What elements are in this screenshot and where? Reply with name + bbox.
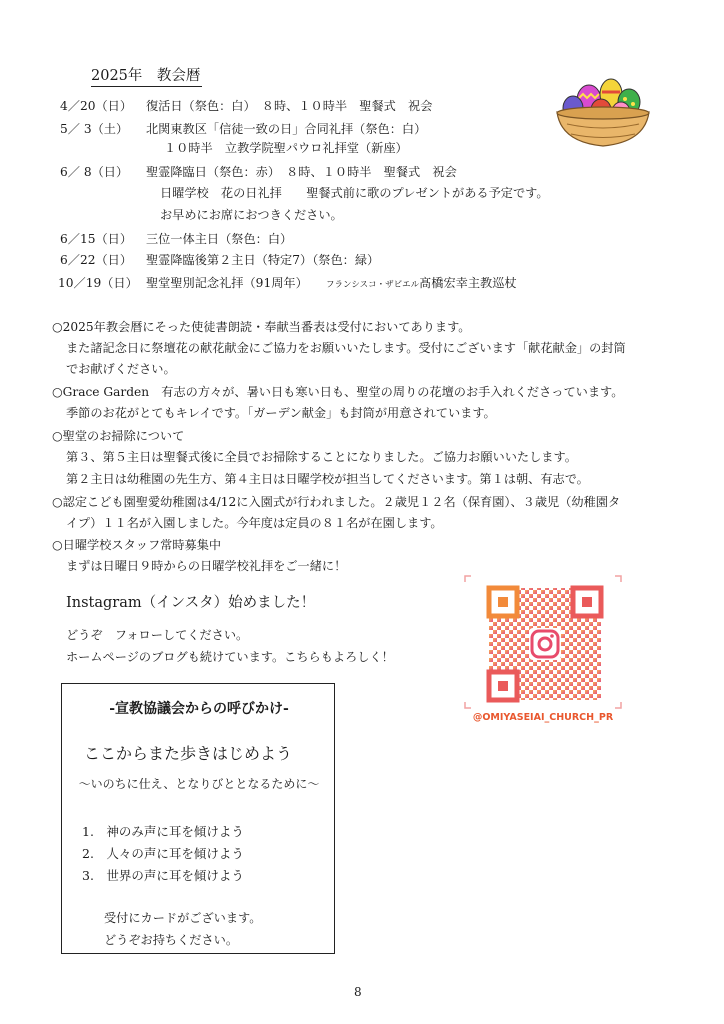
note-line: 第３、第５主日は聖餐式後に全員でお掃除することになりました。ご協力お願いいたします。 bbox=[66, 450, 577, 464]
note-line: ○Grace Garden 有志の方々が、暑い日も寒い日も、聖堂の周りの花壇のお手入れくださっています。 bbox=[52, 385, 624, 399]
calendar-event: 北関東教区「信徒一致の日」合同礼拝（祭色：白） bbox=[146, 122, 427, 136]
calendar-event: 聖霊降臨日（祭色：赤） ８時、１０時半 聖餐式 祝会 bbox=[146, 165, 457, 179]
instagram-line: ホームページのブログも続けています。こちらもよろしく！ bbox=[66, 650, 394, 664]
note-line: ○日曜学校スタッフ常時募集中 bbox=[52, 538, 222, 552]
calendar-event: 髙橋宏幸主教巡杖 bbox=[419, 276, 517, 290]
calendar-date: 6／15（日） bbox=[60, 232, 133, 246]
box-footer-line: どうぞお持ちください。 bbox=[104, 933, 239, 947]
calendar-event-small: フランシスコ・ザビエル bbox=[326, 280, 420, 290]
calendar-continuation: １０時半 立教学院聖パウロ礼拝堂（新座） bbox=[164, 141, 408, 155]
box-list-item: 2. 人々の声に耳を傾けよう bbox=[82, 846, 244, 861]
note-line: イプ）１１名が入園しました。今年度は定員の８１名が在園します。 bbox=[66, 516, 443, 530]
note-line: でお献げください。 bbox=[66, 362, 176, 376]
instagram-qr-code[interactable] bbox=[461, 574, 625, 738]
calendar-date: 6／ 8（日） bbox=[60, 165, 129, 179]
calendar-row bbox=[60, 98, 432, 114]
calendar-event: 復活日（祭色：白） ８時、１０時半 聖餐式 祝会 bbox=[146, 99, 433, 113]
calendar-row bbox=[60, 252, 379, 268]
page-number: 8 bbox=[354, 985, 362, 999]
mission-council-box bbox=[61, 683, 335, 954]
note-line: ○2025年教会暦にそった使徒書朗読・奉献当番表は受付においてあります。 bbox=[52, 320, 471, 334]
instagram-handle: @OMIYASEIAI_CHURCH_PR bbox=[472, 712, 614, 723]
calendar-title: 2025年 教会暦 bbox=[91, 64, 202, 87]
calendar-event: 聖霊降臨後第２主日（特定7）（祭色：緑） bbox=[146, 253, 380, 267]
calendar-row bbox=[58, 275, 517, 293]
calendar-row bbox=[60, 231, 292, 247]
instagram-heading: Instagram（インスタ）始めました！ bbox=[66, 595, 316, 611]
note-line: 第２主日は幼稚園の先生方、第４主日は日曜学校が担当してくださいます。第１は朝、有志で。 bbox=[66, 472, 589, 486]
box-list-item: 3. 世界の声に耳を傾けよう bbox=[82, 868, 244, 883]
calendar-continuation: 日曜学校 花の日礼拝 聖餐式前に歌のプレゼントがある予定です。 bbox=[160, 186, 549, 200]
instagram-line: どうぞ フォローしてください。 bbox=[66, 628, 249, 642]
note-line: ○聖堂のお掃除について bbox=[52, 429, 185, 443]
box-footer-line: 受付にカードがございます。 bbox=[104, 911, 262, 925]
calendar-event: 聖堂聖別記念礼拝（91周年） bbox=[146, 276, 302, 290]
calendar-continuation: お早めにお席におつきください。 bbox=[160, 208, 343, 222]
note-line: また諸記念日に祭壇花の献花献金にご協力をお願いいたします。受付にございます「献花献金」の封筒 bbox=[66, 341, 626, 355]
note-line: 季節のお花がとてもキレイです。「ガーデン献金」も封筒が用意されています。 bbox=[66, 406, 496, 420]
calendar-date: 5／ 3（土） bbox=[60, 122, 129, 136]
calendar-row bbox=[60, 121, 426, 137]
box-list-item: 1. 神のみ声に耳を傾けよう bbox=[82, 824, 244, 839]
note-line: ○認定こども園聖愛幼稚園は4/12に入園式が行われました。２歳児１２名（保育園）、３歳児（幼稚園タ bbox=[52, 495, 621, 509]
calendar-row bbox=[60, 164, 457, 180]
calendar-date: 6／22（日） bbox=[60, 253, 133, 267]
box-main-text: ここからまた歩きはじめよう bbox=[84, 744, 293, 763]
calendar-event: 三位一体主日（祭色：白） bbox=[146, 232, 293, 246]
qr-code-icon bbox=[461, 574, 625, 710]
calendar-date: 4／20（日） bbox=[60, 99, 133, 113]
note-line: まずは日曜日９時からの日曜学校礼拝をご一緒に！ bbox=[66, 559, 347, 573]
calendar-date: 10／19（日） bbox=[58, 276, 138, 290]
easter-eggs-basket-icon bbox=[553, 72, 653, 148]
box-heading: -宣教協議会からの呼びかけ- bbox=[109, 701, 289, 717]
box-subtitle: ～いのちに仕え、となりびととなるために～ bbox=[78, 777, 320, 791]
